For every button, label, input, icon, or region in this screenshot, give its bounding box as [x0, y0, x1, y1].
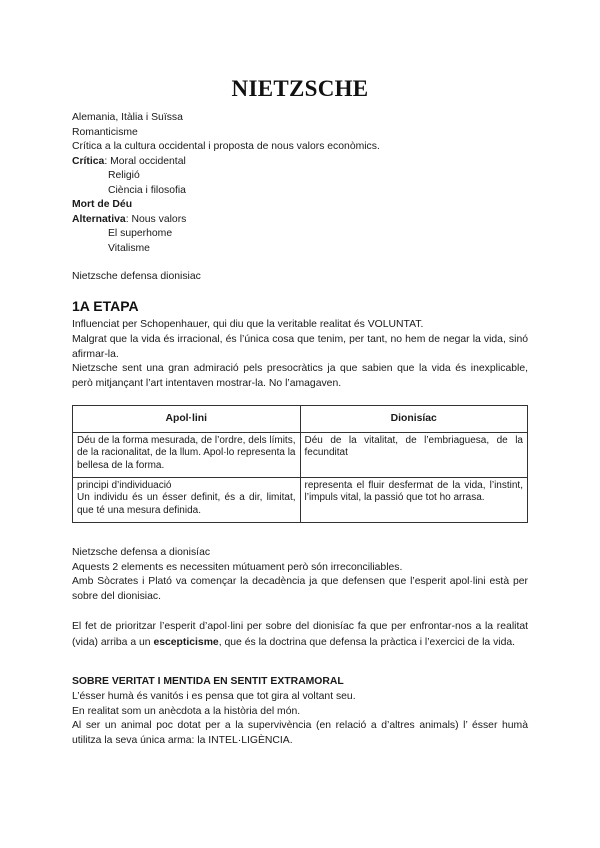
escepticisme-paragraph: [72, 619, 528, 650]
alternativa-label: Alternativa: [72, 213, 126, 225]
table-cell: Déu de la vitalitat, de l’embriaguesa, de la fecunditat: [300, 433, 528, 478]
intro-line-movement: Romanticisme: [72, 126, 138, 138]
sobre-line: En realitat som un anècdota a la història del món.: [72, 705, 301, 717]
table-header-apollonian: Apol·lini: [73, 406, 301, 433]
after-table-paragraph: Amb Sòcrates i Plató va començar la decadència ja que defensen que l’esperit apol·lini està per sobre del dionisiac.: [72, 576, 528, 602]
table-cell: representa el fluir desfermat de la vida, l’instint, l’impuls vital, la passió que tot ho arrasa.: [300, 478, 528, 523]
table-cell: principi d’individuació Un individu és un ésser definit, és a dir, limitat, que té una mesura definida.: [73, 478, 301, 523]
alternativa-item: El superhome: [108, 228, 173, 239]
alternativa-item: Nous valors: [131, 213, 187, 225]
section-heading-sobre: SOBRE VERITAT I MENTIDA EN SENTIT EXTRAMORAL: [72, 676, 344, 687]
paragraph-text: , que és la doctrina que defensa la pràctica i l’exercici de la vida.: [218, 636, 516, 648]
section-heading-etapa1: 1A ETAPA: [72, 298, 139, 314]
intro-line-countries: Alemania, Itàlia i Suïssa: [72, 112, 183, 123]
table-cell: Déu de la forma mesurada, de l’ordre, dels límits, de la racionalitat, de la llum. Apol·lo representa la bellesa de la forma.: [73, 433, 301, 478]
critica-label: Crítica: [72, 155, 105, 167]
table-header-row: [73, 406, 528, 433]
table-row: [73, 478, 528, 523]
alternativa-item: Vitalisme: [108, 242, 150, 254]
after-table-line: Aquests 2 elements es necessiten mútuament però són irreconciliables.: [72, 561, 403, 573]
after-table-line: Nietzsche defensa a dionisíac: [72, 547, 211, 558]
comparison-table: [72, 405, 528, 523]
etapa1-paragraph: Influenciat per Schopenhauer, qui diu que la veritable realitat és VOLUNTAT.: [72, 319, 424, 330]
alternativa-row: Alternativa: Nous valors: [72, 213, 187, 225]
escepticisme-term: escepticisme: [153, 636, 219, 648]
critica-item: Religió: [108, 170, 140, 181]
critica-item: Ciència i filosofia: [108, 184, 186, 196]
page-title: NIETZSCHE: [231, 76, 369, 101]
sobre-line: L’ésser humà és vanitós i es pensa que tot gira al voltant seu.: [72, 691, 356, 702]
mort-de-deu: Mort de Déu: [72, 199, 133, 210]
table-header-dionysian: Dionisíac: [300, 406, 528, 433]
etapa1-paragraph: Nietzsche sent una gran admiració pels presocràtics ja que sabien que la vida és inexplicable, però mitjançant l’art intentaven mostrar-la. No l’amagaven.: [72, 363, 528, 389]
table-row: [73, 433, 528, 478]
sobre-paragraph: Al ser un animal poc dotat per a la supervivència (en relació a d’altres animals) l’ ésser humà utilitza la seva única arma: la INTEL·LIGÈNCIA.: [72, 720, 528, 746]
critica-item: Moral occidental: [110, 155, 186, 167]
intro-line-critique: Crítica a la cultura occidental i proposta de nous valors econòmics.: [72, 141, 380, 152]
defensa-line: Nietzsche defensa dionisiac: [72, 271, 201, 282]
paragraph-text: El fet de prioritzar l’esperit d’apol·lini per sobre del dionisíac fa que per enfrontar-nos a la realitat (vida) arriba a un: [72, 621, 528, 648]
critica-row: Crítica: Moral occidental: [72, 155, 186, 167]
etapa1-paragraph: Malgrat que la vida és irracional, és l’única cosa que tenim, per tant, no hem de negar la vida, sinó afirmar-la.: [72, 334, 528, 360]
